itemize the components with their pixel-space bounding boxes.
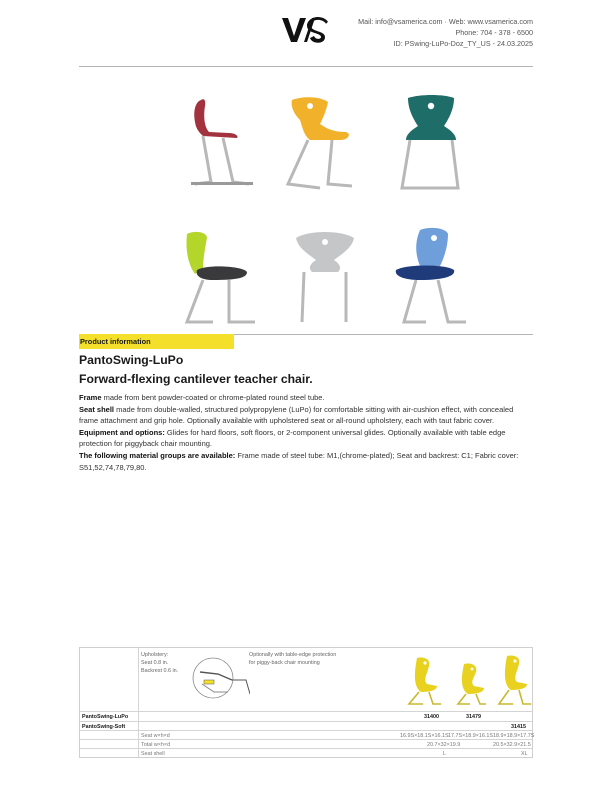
product-description: [79, 392, 534, 473]
frame-label: Frame: [79, 393, 102, 402]
seat-shell-size-3: XL: [521, 751, 528, 757]
red-chair-image: [173, 92, 263, 198]
total-dimension-label: Total w×h×d: [141, 742, 171, 748]
row-label-lupo: PantoSwing-LuPo: [82, 714, 129, 720]
orange-chair-image: [280, 92, 370, 198]
seat-shell-label: Seat shell: [141, 751, 165, 757]
article-code-31400: 31400: [424, 714, 439, 720]
seat-text: made from double-walled, structured polypropylene (LuPo) for comfortable sitting with air-cushion effect, with concealed frame attachment and grip hole. Optionally available with upholstered seat or all-round upholstery, each with taut fabric cover.: [79, 404, 514, 426]
grey-chair-image: [280, 226, 370, 332]
seat-dimension-label: Seat w×h×d: [141, 733, 170, 739]
blue-chair-image: [386, 226, 476, 332]
contact-block: [358, 16, 533, 49]
product-name: PantoSwing-LuPo: [79, 353, 184, 367]
contact-mail-web: Mail: info@vsamerica.com · Web: www.vsamerica.com: [358, 17, 533, 26]
yellow-chair-thumb-2: [452, 660, 488, 708]
spec-table: [79, 647, 533, 758]
yellow-chair-thumb-3: [493, 652, 533, 708]
equipment-label: Equipment and options:: [79, 427, 165, 437]
equipment-paragraph: [79, 427, 534, 450]
lime-chair-image: [173, 226, 263, 332]
product-subtitle: Forward-flexing cantilever teacher chair.: [79, 372, 313, 386]
vs-logo: [282, 16, 330, 44]
material-groups-label: The following material groups are available:: [79, 450, 236, 460]
table-edge-protection-diagram: [188, 652, 250, 706]
frame-text: made from bent powder-coated or chrome-plated round steel tube.: [101, 393, 325, 402]
material-groups-paragraph: [79, 450, 534, 473]
teal-chair-image: [386, 92, 476, 198]
seat-shell-size-1-2: L: [443, 751, 446, 757]
upholstery-info: Upholstery: Seat 0.8 in. Backrest 0.6 in.: [141, 652, 179, 674]
article-code-31415: 31415: [511, 724, 526, 730]
contact-phone: Phone: 704 - 378 - 6500: [455, 28, 533, 37]
seat-dimension-2: 17.7S×18.9×16.1S: [448, 733, 493, 739]
total-dimension-3: 20.5×32.9×21.5: [493, 742, 531, 748]
article-code-31479: 31479: [466, 714, 481, 720]
seat-dimension-3: 18.9×18.9×17.7S: [493, 733, 535, 739]
section-label: Product information: [79, 334, 234, 349]
seat-dimension-1: 16.9S×18.1S×16.1S: [400, 733, 449, 739]
yellow-chair-thumb-1: [403, 654, 443, 708]
equipment-text: Glides for hard floors, soft floors, or 2-component universal glides. Optionally available with table edge protection for piggyback chair mounting.: [79, 427, 506, 449]
table-row: [80, 748, 532, 759]
document-id: ID: PSwing-LuPo-Doz_TY_US - 24.03.2025: [393, 39, 533, 48]
option-info: Optionally with table-edge protection for piggy-back chair mounting: [249, 652, 337, 666]
material-groups-text: Frame made of steel tube: M1,(chrome-plated); Seat and backrest: C1; Fabric cover: S51,52,74,78,79,80.: [79, 450, 519, 472]
seat-label: Seat shell: [79, 404, 115, 414]
header-rule: [79, 66, 533, 67]
total-dimension-1-2: 20.7×32×19.9: [427, 742, 461, 748]
frame-paragraph: [79, 392, 534, 404]
seat-paragraph: [79, 404, 534, 427]
row-label-soft: PantoSwing-Soft: [82, 724, 126, 730]
